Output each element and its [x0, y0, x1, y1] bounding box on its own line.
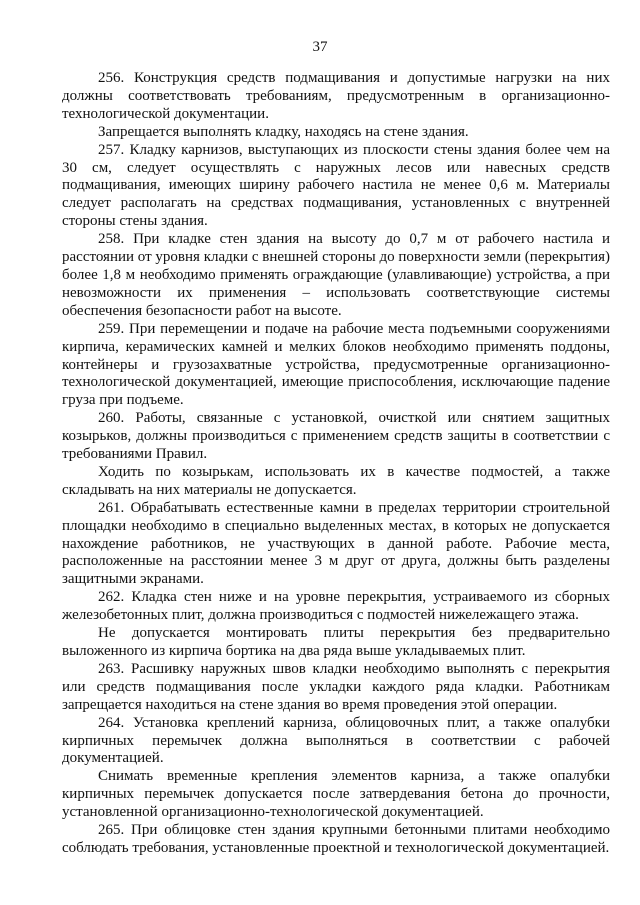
paragraph-masonry-prohibition: Запрещается выполнять кладку, находясь на стене здания.	[98, 123, 469, 140]
paragraph-264: 264. Установка креплений карниза, облицовочных плит, а также опалубки кирпичных перемычек должна выполняться в соответствии с рабочей документацией.	[62, 714, 610, 767]
paragraph-257: 257. Кладку карнизов, выступающих из плоскости стены здания более чем на 30 см, следует осуществлять с наружных лесов или навесных средств подмащивания, имеющих ширину рабочего настила не менее 0,6 м. Материалы следует располагать на средствах подмащивания, установленных с внутренней стороны стены здания.	[62, 141, 610, 230]
paragraph-canopy-prohibition: Ходить по козырькам, использовать их в качестве подмостей, а также складывать на них материалы не допускается.	[62, 463, 610, 498]
paragraph-slab-prohibition: Не допускается монтировать плиты перекрытия без предварительно выложенного из кирпича бортика на два ряда выше укладываемых плит.	[62, 625, 610, 659]
paragraph-263: 263. Расшивку наружных швов кладки необходимо выполнять с перекрытия или средств подмащивания после укладки каждого ряда кладки. Работникам запрещается находиться на стене здания во время проведения этой операции.	[62, 660, 610, 713]
page-number: 37	[312, 39, 328, 55]
paragraph-formwork-removal: Снимать временные крепления элементов карниза, а также опалубки кирпичных перемычек допускается после затвердевания бетона до прочности, установленной организационно-технологической документацией.	[62, 768, 610, 821]
paragraph-258: 258. При кладке стен здания на высоту до 0,7 м от рабочего настила и расстоянии от уровня кладки с внешней стороны до поверхности земли (перекрытия) более 1,8 м необходимо применять ограждающие (улавливающие) устройства, а при невозможности их применения – использовать соответствующие системы обеспечения безопасности работ на высоте.	[62, 231, 610, 319]
paragraph-265: 265. При облицовке стен здания крупными бетонными плитами необходимо соблюдать требования, установленные проектной и технологической документацией.	[62, 822, 610, 856]
paragraph-262: 262. Кладка стен ниже и на уровне перекрытия, устраиваемого из сборных железобетонных плит, должна производиться с подмостей нижележащего этажа.	[62, 589, 610, 624]
paragraph-259: 259. При перемещении и подаче на рабочие места подъемными сооружениями кирпича, керамических камней и мелких блоков необходимо применять поддоны, контейнеры и грузозахватные устройства, предусмотренные организационно-технологической документацией, имеющие приспособления, исключающие падение груза при подъеме.	[62, 320, 610, 409]
paragraph-256: 256. Конструкция средств подмащивания и допустимые нагрузки на них должны соответствовать требованиям, предусмотренным в организационно-технологической документации.	[62, 70, 610, 122]
document-body	[62, 70, 610, 858]
paragraph-261: 261. Обрабатывать естественные камни в пределах территории строительной площадки необходимо в специально выделенных местах, в которых не допускается нахождение работников, не участвующих в данной работе. Рабочие места, расположенные на расстоянии менее 3 м друг от друга, должны быть разделены защитными экранами.	[62, 499, 610, 588]
paragraph-260: 260. Работы, связанные с установкой, очисткой или снятием защитных козырьков, должны производиться с применением средств защиты в соответствии с требованиями Правил.	[62, 410, 610, 463]
